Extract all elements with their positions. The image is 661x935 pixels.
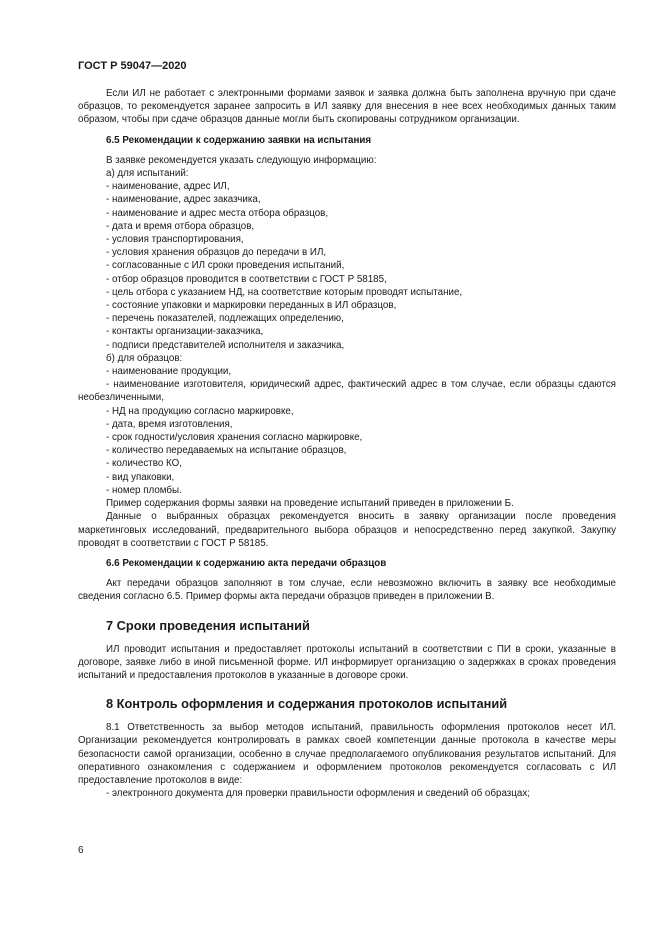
list-item: - состояние упаковки и маркировки переданных в ИЛ образцов,: [106, 300, 397, 312]
list-item: - срок годности/условия хранения согласно маркировке,: [106, 432, 363, 444]
intro-paragraph: Если ИЛ не работает с электронными формами заявок и заявка должна быть заполнена вручную при сдаче образцов, то рекомендуется заранее запросить в ИЛ заявку для внесения в нее всех необходимых данных таким образом, чтобы при сдаче образцов данные могли быть скопированы сотрудником организации.: [78, 88, 616, 126]
list-a: [78, 180, 616, 352]
list-item: - НД на продукцию согласно маркировке,: [106, 405, 294, 417]
list-item: - подписи представителей исполнителя и заказчика,: [106, 339, 345, 351]
list-b: [78, 365, 616, 497]
list-item: - наименование изготовителя, юридический адрес, фактический адрес в том случае, если образцы сдаются необезличенными,: [78, 379, 616, 404]
list-item: - отбор образцов проводится в соответствии с ГОСТ Р 58185,: [106, 273, 387, 285]
page-content: [78, 87, 616, 800]
list-item: - контакты организации-заказчика,: [106, 326, 264, 338]
list-item: - цель отбора с указанием НД, на соответствие которым проводят испытание,: [106, 286, 463, 298]
section-6-6-heading: 6.6 Рекомендации к содержанию акта передачи образцов: [106, 557, 387, 569]
list-item: - условия хранения образцов до передачи в ИЛ,: [106, 247, 327, 259]
section-6-5-heading: 6.5 Рекомендации к содержанию заявки на испытания: [106, 134, 372, 146]
section-6-5-closing: Данные о выбранных образцах рекомендуется вносить в заявку организации после проведения маркетинговых исследований, предварительного выбора образцов и непосредственно перед закупкой. Закупку проводят в соответствии с ГОСТ Р 58185.: [78, 511, 616, 549]
list-item: - дата и время отбора образцов,: [106, 220, 255, 232]
list-item: - наименование и адрес места отбора образцов,: [106, 207, 329, 219]
section-8-text: 8.1 Ответственность за выбор методов испытаний, правильность оформления протоколов несет ИЛ. Организации рекомендуется контролировать в рамках своей компетенции данные протокола в качестве меры безопасности самой организации, особенно в случае предполагаемого опубликования результатов испытаний. Для оперативного ознакомления с содержанием и оформлением протоколов рекомендуется согласовать с ИЛ предоставление протоколов в виде:: [78, 722, 616, 786]
list-item: - электронного документа для проверки правильности оформления и сведений об образцах;: [106, 788, 530, 800]
list-item: - перечень показателей, подлежащих определению,: [106, 313, 344, 325]
document-header: ГОСТ Р 59047—2020: [78, 60, 187, 72]
list-item: - количество передаваемых на испытание образцов,: [106, 445, 347, 457]
list-item: - номер пломбы.: [106, 484, 182, 496]
list-item: - наименование, адрес заказчика,: [106, 194, 261, 206]
list-group-b-label: б) для образцов:: [106, 352, 183, 364]
list-item: - наименование продукции,: [106, 366, 232, 378]
list-item: - дата, время изготовления,: [106, 418, 233, 430]
page-number: 6: [78, 845, 84, 856]
section-6-6-text: Акт передачи образцов заполняют в том случае, если невозможно включить в заявку все необходимые сведения согласно 6.5. Пример формы акта передачи образцов приведен в приложении В.: [78, 578, 616, 603]
section-6-5-example: Пример содержания формы заявки на проведение испытаний приведен в приложении Б.: [106, 498, 514, 510]
section-8-heading: 8 Контроль оформления и содержания протоколов испытаний: [106, 696, 508, 712]
list-item: - условия транспортирования,: [106, 234, 244, 246]
list-item: - наименование, адрес ИЛ,: [106, 181, 230, 193]
list-item: - вид упаковки,: [106, 471, 175, 483]
section-6-5-intro: В заявке рекомендуется указать следующую информацию:: [106, 154, 377, 166]
list-group-a-label: а) для испытаний:: [106, 168, 189, 180]
list-item: - согласованные с ИЛ сроки проведения испытаний,: [106, 260, 345, 272]
section-7-heading: 7 Сроки проведения испытаний: [106, 617, 310, 633]
list-item: - количество КО,: [106, 458, 182, 470]
section-7-text: ИЛ проводит испытания и предоставляет протоколы испытаний в соответствии с ПИ в сроки, указанные в договоре, заявке либо в иной письменной форме. ИЛ информирует организацию о задержках в сроках проведения испытаний и предоставления протоколов в указанные в договоре сроки.: [78, 643, 616, 681]
